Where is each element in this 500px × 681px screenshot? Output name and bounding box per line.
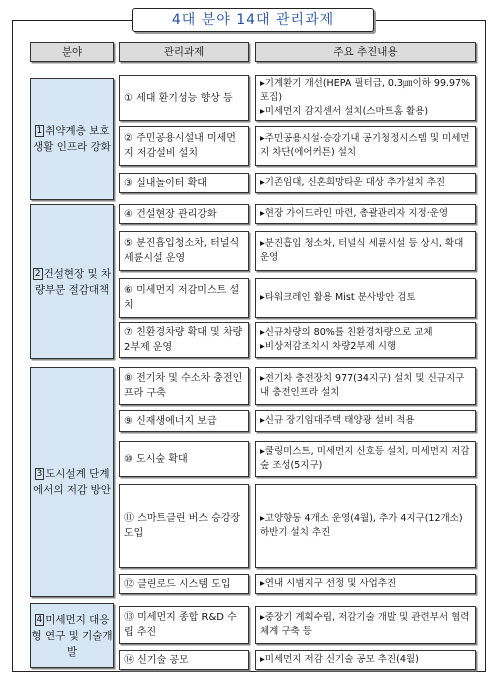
header-task: 관리과제 (119, 42, 249, 62)
content-12 (255, 574, 476, 594)
category-label: 취약계층 보호 생활 인프라 강화 (33, 125, 111, 153)
task-12: ⑫ 클린로드 시스템 도입 (119, 574, 249, 594)
content-line: ▸주민공용시설·승강기내 공기청정시스템 및 미세먼지 차단(에어커튼) 설치 (260, 133, 470, 158)
task-9: ⑨ 신재생에너지 보급 (119, 410, 249, 432)
content-2 (255, 126, 476, 166)
content-line: ▸미세먼지 저감 신기술 공모 추진(4월) (260, 654, 419, 665)
content-9 (255, 410, 476, 432)
content-7 (255, 322, 476, 358)
content-11 (255, 484, 476, 568)
task-13: ⑬ 미세먼지 종합 R&D 수립 추진 (119, 606, 249, 644)
header-content: 주요 추진내용 (255, 42, 476, 62)
content-line: ▸신규 장기임대주택 태양광 설비 적용 (260, 415, 415, 426)
content-line: ▸미세먼지 감지센서 설치(스마트홈 활용) (260, 106, 429, 117)
task-11: ⑪ 스마트클린 버스 승강장 도입 (119, 484, 249, 568)
content-line: ▸기계환기 개선(HEPA 필터급, 0.3㎛이하 99.97% 포집) (260, 78, 471, 103)
content-line: ▸고양향동 4개소 운영(4월), 추가 4지구(12개소) 하반기 설치 추진 (260, 513, 463, 538)
content-line: ▸중장기 계획수립, 저감기술 개발 및 관련부서 협력 체계 구축 등 (260, 612, 470, 637)
category-number: 1 (36, 126, 43, 136)
content-line: ▸쿨링미스트, 미세먼지 신호등 설치, 미세먼지 저감 숲 조성(5지구) (260, 446, 470, 471)
task-4: ④ 건설현장 관리강화 (119, 204, 249, 224)
content-4 (255, 204, 476, 224)
content-14 (255, 650, 476, 670)
category-label: 미세먼지 대응형 연구 및 기술개발 (31, 613, 113, 658)
category-number: 3 (36, 469, 43, 479)
content-13 (255, 606, 476, 644)
content-3 (255, 173, 476, 193)
content-line: ▸전기차 충전장치 977(34지구) 설치 및 신규지구내 충전인프라 설치 (260, 373, 465, 398)
content-5 (255, 231, 476, 271)
category-number: 2 (34, 268, 41, 279)
content-1 (255, 75, 476, 121)
category-2 (30, 204, 114, 359)
task-1: ① 세대 환기성능 향상 등 (119, 75, 249, 121)
category-label: 도시설계 단계에서의 저감 방안 (33, 468, 111, 496)
task-2: ② 주민공용시설내 미세먼지 저감설비 설치 (119, 126, 249, 166)
category-number: 4 (36, 614, 43, 625)
page-title: 4대 분야 14대 관리과제 (132, 8, 374, 32)
task-7: ⑦ 친환경차량 확대 및 차량2부제 운영 (119, 322, 249, 358)
task-14: ⑭ 신기술 공모 (119, 650, 249, 670)
task-3: ③ 실내놀이터 확대 (119, 173, 249, 193)
category-3 (30, 367, 114, 597)
content-line: ▸현장 가이드라인 마련, 총괄관리자 지정·운영 (260, 208, 449, 219)
task-5: ⑤ 분진흡입청소차, 터널식 세륜시설 운영 (119, 231, 249, 271)
category-label: 건설현장 및 차량부문 절감대책 (34, 267, 112, 296)
task-8: ⑧ 전기차 및 수소차 충전인프라 구축 (119, 367, 249, 405)
content-line: ▸타워크레인 활용 Mist 분사방안 검토 (260, 292, 416, 303)
content-line: ▸분진흡입 청소차, 터널식 세륜시설 등 상시, 확대 운영 (260, 238, 464, 263)
category-4 (30, 603, 114, 668)
task-6: ⑥ 미세먼지 저감미스트 설치 (119, 278, 249, 318)
header-category: 분야 (30, 42, 114, 62)
content-8 (255, 367, 476, 405)
content-line: ▸비상저감조치시 차량2부제 시행 (260, 341, 397, 352)
category-1 (30, 78, 114, 200)
content-line: ▸기존임대, 신혼희망타운 대상 추가설치 추진 (260, 177, 446, 188)
content-line: ▸신규차량의 80%를 친환경차량으로 교체 (260, 327, 433, 338)
content-10 (255, 441, 476, 477)
content-6 (255, 278, 476, 318)
task-10: ⑩ 도시숲 확대 (119, 441, 249, 477)
content-line: ▸연내 시범지구 선정 및 사업추진 (260, 578, 397, 589)
